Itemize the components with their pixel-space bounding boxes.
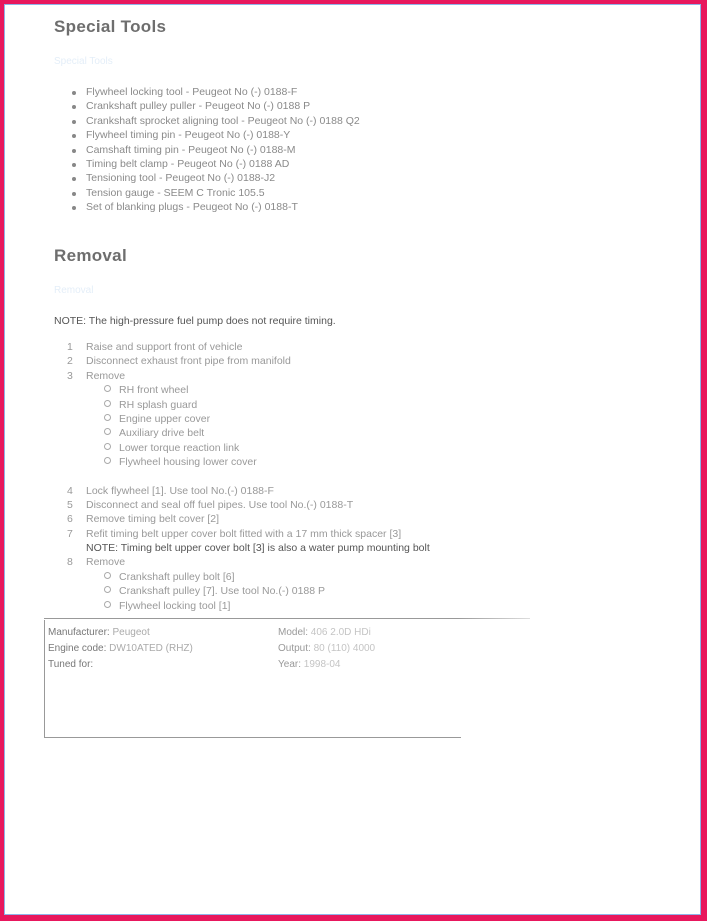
step-8: 8 Remove [67, 556, 126, 569]
tuned-for-field: Tuned for: [48, 659, 94, 670]
list-item: Flywheel locking tool - Peugeot No (-) 0188-F [72, 86, 360, 100]
list-item: Camshaft timing pin - Peugeot No (-) 0188-M [72, 144, 360, 158]
circle-bullet-icon [104, 428, 111, 435]
special-tools-list [72, 86, 360, 216]
list-item: Crankshaft sprocket aligning tool - Peugeot No (-) 0188 Q2 [72, 115, 360, 129]
list-item: Set of blanking plugs - Peugeot No (-) 0188-T [72, 201, 360, 215]
sub-item: Flywheel housing lower cover [67, 456, 430, 470]
year-field: Year: 1998-04 [278, 659, 341, 670]
sub-item: Crankshaft pulley bolt [6] [67, 571, 430, 585]
step-1: 1 Raise and support front of vehicle [67, 341, 243, 353]
bullet-icon [72, 105, 76, 109]
circle-bullet-icon [104, 457, 111, 464]
sub-item: Auxiliary drive belt [67, 427, 430, 441]
removal-steps [67, 341, 430, 614]
circle-bullet-icon [104, 601, 111, 608]
bullet-icon [72, 206, 76, 210]
bullet-icon [72, 177, 76, 181]
special-tools-heading: Special Tools [54, 17, 167, 36]
step-4: 4 Lock flywheel [1]. Use tool No.(-) 0188-F [67, 484, 274, 497]
bullet-icon [72, 163, 76, 167]
list-item: Tensioning tool - Peugeot No (-) 0188-J2 [72, 172, 360, 186]
info-box-top-rule [44, 618, 530, 619]
circle-bullet-icon [104, 400, 111, 407]
model-field: Model: 406 2.0D HDi [278, 627, 371, 638]
step-3: 3 Remove [67, 369, 126, 382]
engine-code-field: Engine code: DW10ATED (RHZ) [48, 643, 193, 654]
sub-item: Crankshaft pulley [7]. Use tool No.(-) 0188 P [67, 585, 430, 599]
bullet-icon [72, 149, 76, 153]
manufacturer-field: Manufacturer: Peugeot [48, 627, 150, 638]
step-2: 2 Disconnect exhaust front pipe from manifold [67, 355, 291, 368]
step-7: 7 Refit timing belt upper cover bolt fitted with a 17 mm thick spacer [3] [67, 527, 402, 540]
removal-heading: Removal [54, 246, 127, 265]
circle-bullet-icon [104, 414, 111, 421]
removal-note: NOTE: The high-pressure fuel pump does not require timing. [54, 315, 336, 327]
bullet-icon [72, 134, 76, 138]
circle-bullet-icon [104, 443, 111, 450]
step-7-note: NOTE: Timing belt upper cover bolt [3] is also a water pump mounting bolt [86, 542, 430, 555]
output-field: Output: 80 (110) 4000 [278, 643, 376, 654]
list-item: Flywheel timing pin - Peugeot No (-) 0188-Y [72, 129, 360, 143]
sub-item: Engine upper cover [67, 413, 430, 427]
sub-item: Flywheel locking tool [1] [67, 600, 430, 614]
bullet-icon [72, 91, 76, 95]
step-6: 6 Remove timing belt cover [2] [67, 513, 220, 526]
removal-ghost-heading: Removal [54, 285, 94, 296]
sub-item: RH front wheel [67, 384, 430, 398]
list-item: Crankshaft pulley puller - Peugeot No (-) 0188 P [72, 100, 360, 114]
list-item: Timing belt clamp - Peugeot No (-) 0188 AD [72, 158, 360, 172]
step-5: 5 Disconnect and seal off fuel pipes. Use tool No.(-) 0188-T [67, 498, 354, 511]
sub-item: Lower torque reaction link [67, 442, 430, 456]
special-tools-ghost-heading: Special Tools [54, 56, 113, 67]
bullet-icon [72, 120, 76, 124]
circle-bullet-icon [104, 586, 111, 593]
sub-item: RH splash guard [67, 399, 430, 413]
circle-bullet-icon [104, 385, 111, 392]
bullet-icon [72, 192, 76, 196]
list-item: Tension gauge - SEEM C Tronic 105.5 [72, 187, 360, 201]
circle-bullet-icon [104, 572, 111, 579]
